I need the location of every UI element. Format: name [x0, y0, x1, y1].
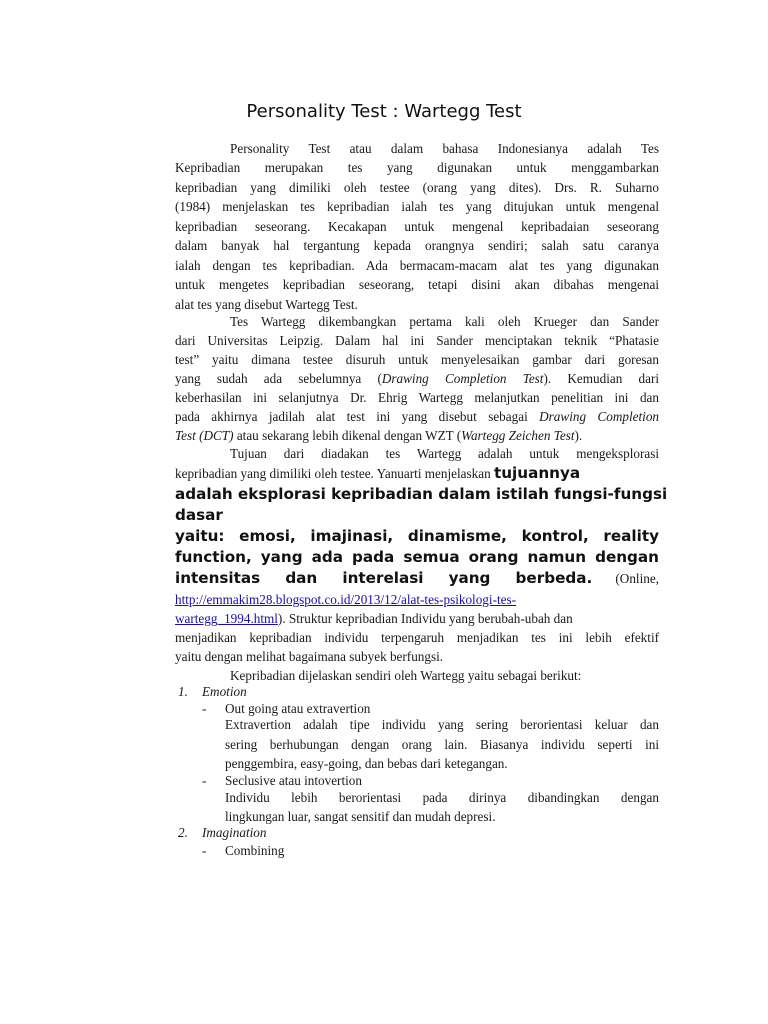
italic-term: Drawing Completion Test: [381, 371, 544, 386]
quote-line: [175, 569, 659, 588]
paragraph-line: menjadikan kepribadian individu terpengaruh menjadikan tes ini lebih efektif: [175, 630, 659, 645]
quote-line: function, yang ada pada semua orang namun dengan: [175, 548, 659, 566]
list-number: 2.: [178, 825, 188, 840]
italic-term: Wartegg Zeichen Test: [461, 428, 575, 443]
paragraph-line: [175, 428, 659, 444]
paragraph-line: kepribadian yang dimiliki oleh testee (orang yang dites). Drs. R. Suharno: [175, 180, 659, 195]
paragraph-line: [175, 464, 659, 482]
bullet-dash: -: [202, 701, 207, 716]
text-run: ). Struktur kepribadian Individu yang berubah-ubah dan: [277, 611, 573, 626]
bullet-dash: -: [202, 843, 207, 858]
source-link[interactable]: wartegg_1994.html: [175, 611, 278, 626]
list-item-body: Individu lebih berorientasi pada dirinya dibandingkan dengan: [225, 790, 659, 805]
text-run: atau sekarang lebih dikenal dengan WZT (: [233, 428, 462, 443]
quote-line: adalah eksplorasi kepribadian dalam istilah fungsi-fungsi: [175, 485, 668, 503]
text-run: kepribadian yang dimiliki oleh testee. Yanuarti menjelaskan: [175, 466, 494, 481]
text-run: pada akhirnya jadilah alat test ini yang disebut sebagai: [175, 409, 540, 424]
paragraph-line: kepribadian seseorang. Kecakapan untuk mengenal kepribadaian seseorang: [175, 219, 659, 234]
quote-line: yaitu: emosi, imajinasi, dinamisme, kontrol, reality: [175, 527, 659, 545]
list-item-head: Seclusive atau intovertion: [225, 773, 362, 788]
paragraph-line: [175, 409, 659, 425]
paragraph-line: test” yaitu dimana testee disuruh untuk menyelesaikan gambar dari goresan: [175, 352, 659, 367]
list-label: Emotion: [202, 684, 247, 699]
paragraph-line: Personality Test atau dalam bahasa Indonesianya adalah Tes: [230, 141, 659, 156]
quote-line: dasar: [175, 506, 223, 524]
list-label: Imagination: [202, 825, 267, 840]
paragraph-line: ialah dengan tes kepribadian. Ada bermacam-macam alat tes yang digunakan: [175, 258, 659, 273]
paragraph-line: [175, 371, 659, 387]
bullet-dash: -: [202, 773, 207, 788]
list-item-body: lingkungan luar, sangat sensitif dan mudah depresi.: [225, 809, 496, 824]
citation-text: (Online,: [592, 571, 659, 586]
paragraph-line: untuk mengetes kepribadian seseorang, tetapi disini akan dibahas mengenai: [175, 277, 659, 292]
list-item-head: Out going atau extravertion: [225, 701, 371, 716]
paragraph-4: Kepribadian dijelaskan sendiri oleh Wartegg yaitu sebagai berikut:: [230, 668, 582, 683]
document-title: Personality Test : Wartegg Test: [246, 101, 522, 122]
text-run: ).: [574, 428, 583, 443]
list-item-body: penggembira, easy-going, dan bebas dari ketegangan.: [225, 756, 508, 771]
paragraph-line: yaitu dengan melihat bagaimana subyek berfungsi.: [175, 649, 444, 664]
paragraph-line: alat tes yang disebut Wartegg Test.: [175, 297, 358, 312]
quote-text: intensitas dan interelasi yang berbeda.: [175, 569, 593, 587]
italic-term: Test (DCT): [175, 428, 234, 443]
list-number: 1.: [178, 684, 188, 699]
paragraph-line: dari Universitas Leipzig. Dalam hal ini Sander menciptakan teknik “Phatasie: [175, 333, 659, 348]
list-item-body: sering berhubungan dengan orang lain. Biasanya individu seperti ini: [225, 737, 659, 752]
paragraph-line: dalam banyak hal tergantung kepada orangnya sendiri; salah satu caranya: [175, 238, 659, 253]
paragraph-line: Tujuan dari diadakan tes Wartegg adalah untuk mengeksplorasi: [230, 446, 659, 461]
citation-line: [175, 592, 659, 608]
paragraph-line: Kepribadian merupakan tes yang digunakan untuk menggambarkan: [175, 160, 659, 175]
paragraph-line: Tes Wartegg dikembangkan pertama kali oleh Krueger dan Sander: [230, 314, 659, 329]
text-run: ). Kemudian dari: [543, 371, 659, 386]
paragraph-line: keberhasilan ini selanjutnya Dr. Ehrig Wartegg melanjutkan penelitian ini dan: [175, 390, 659, 405]
list-item-body: Extravertion adalah tipe individu yang sering berorientasi keluar dan: [225, 717, 659, 732]
italic-term: Drawing Completion: [539, 409, 660, 424]
list-item-head: Combining: [225, 843, 285, 858]
highlighted-quote: tujuannya: [493, 464, 581, 482]
source-link[interactable]: http://emmakim28.blogspot.co.id/2013/12/alat-tes-psikologi-tes-: [175, 592, 517, 607]
paragraph-line: (1984) menjelaskan tes kepribadian ialah tes yang ditujukan untuk mengenal: [175, 199, 659, 214]
text-run: yang sudah ada sebelumnya (: [175, 371, 382, 386]
paragraph-line: [175, 611, 659, 627]
